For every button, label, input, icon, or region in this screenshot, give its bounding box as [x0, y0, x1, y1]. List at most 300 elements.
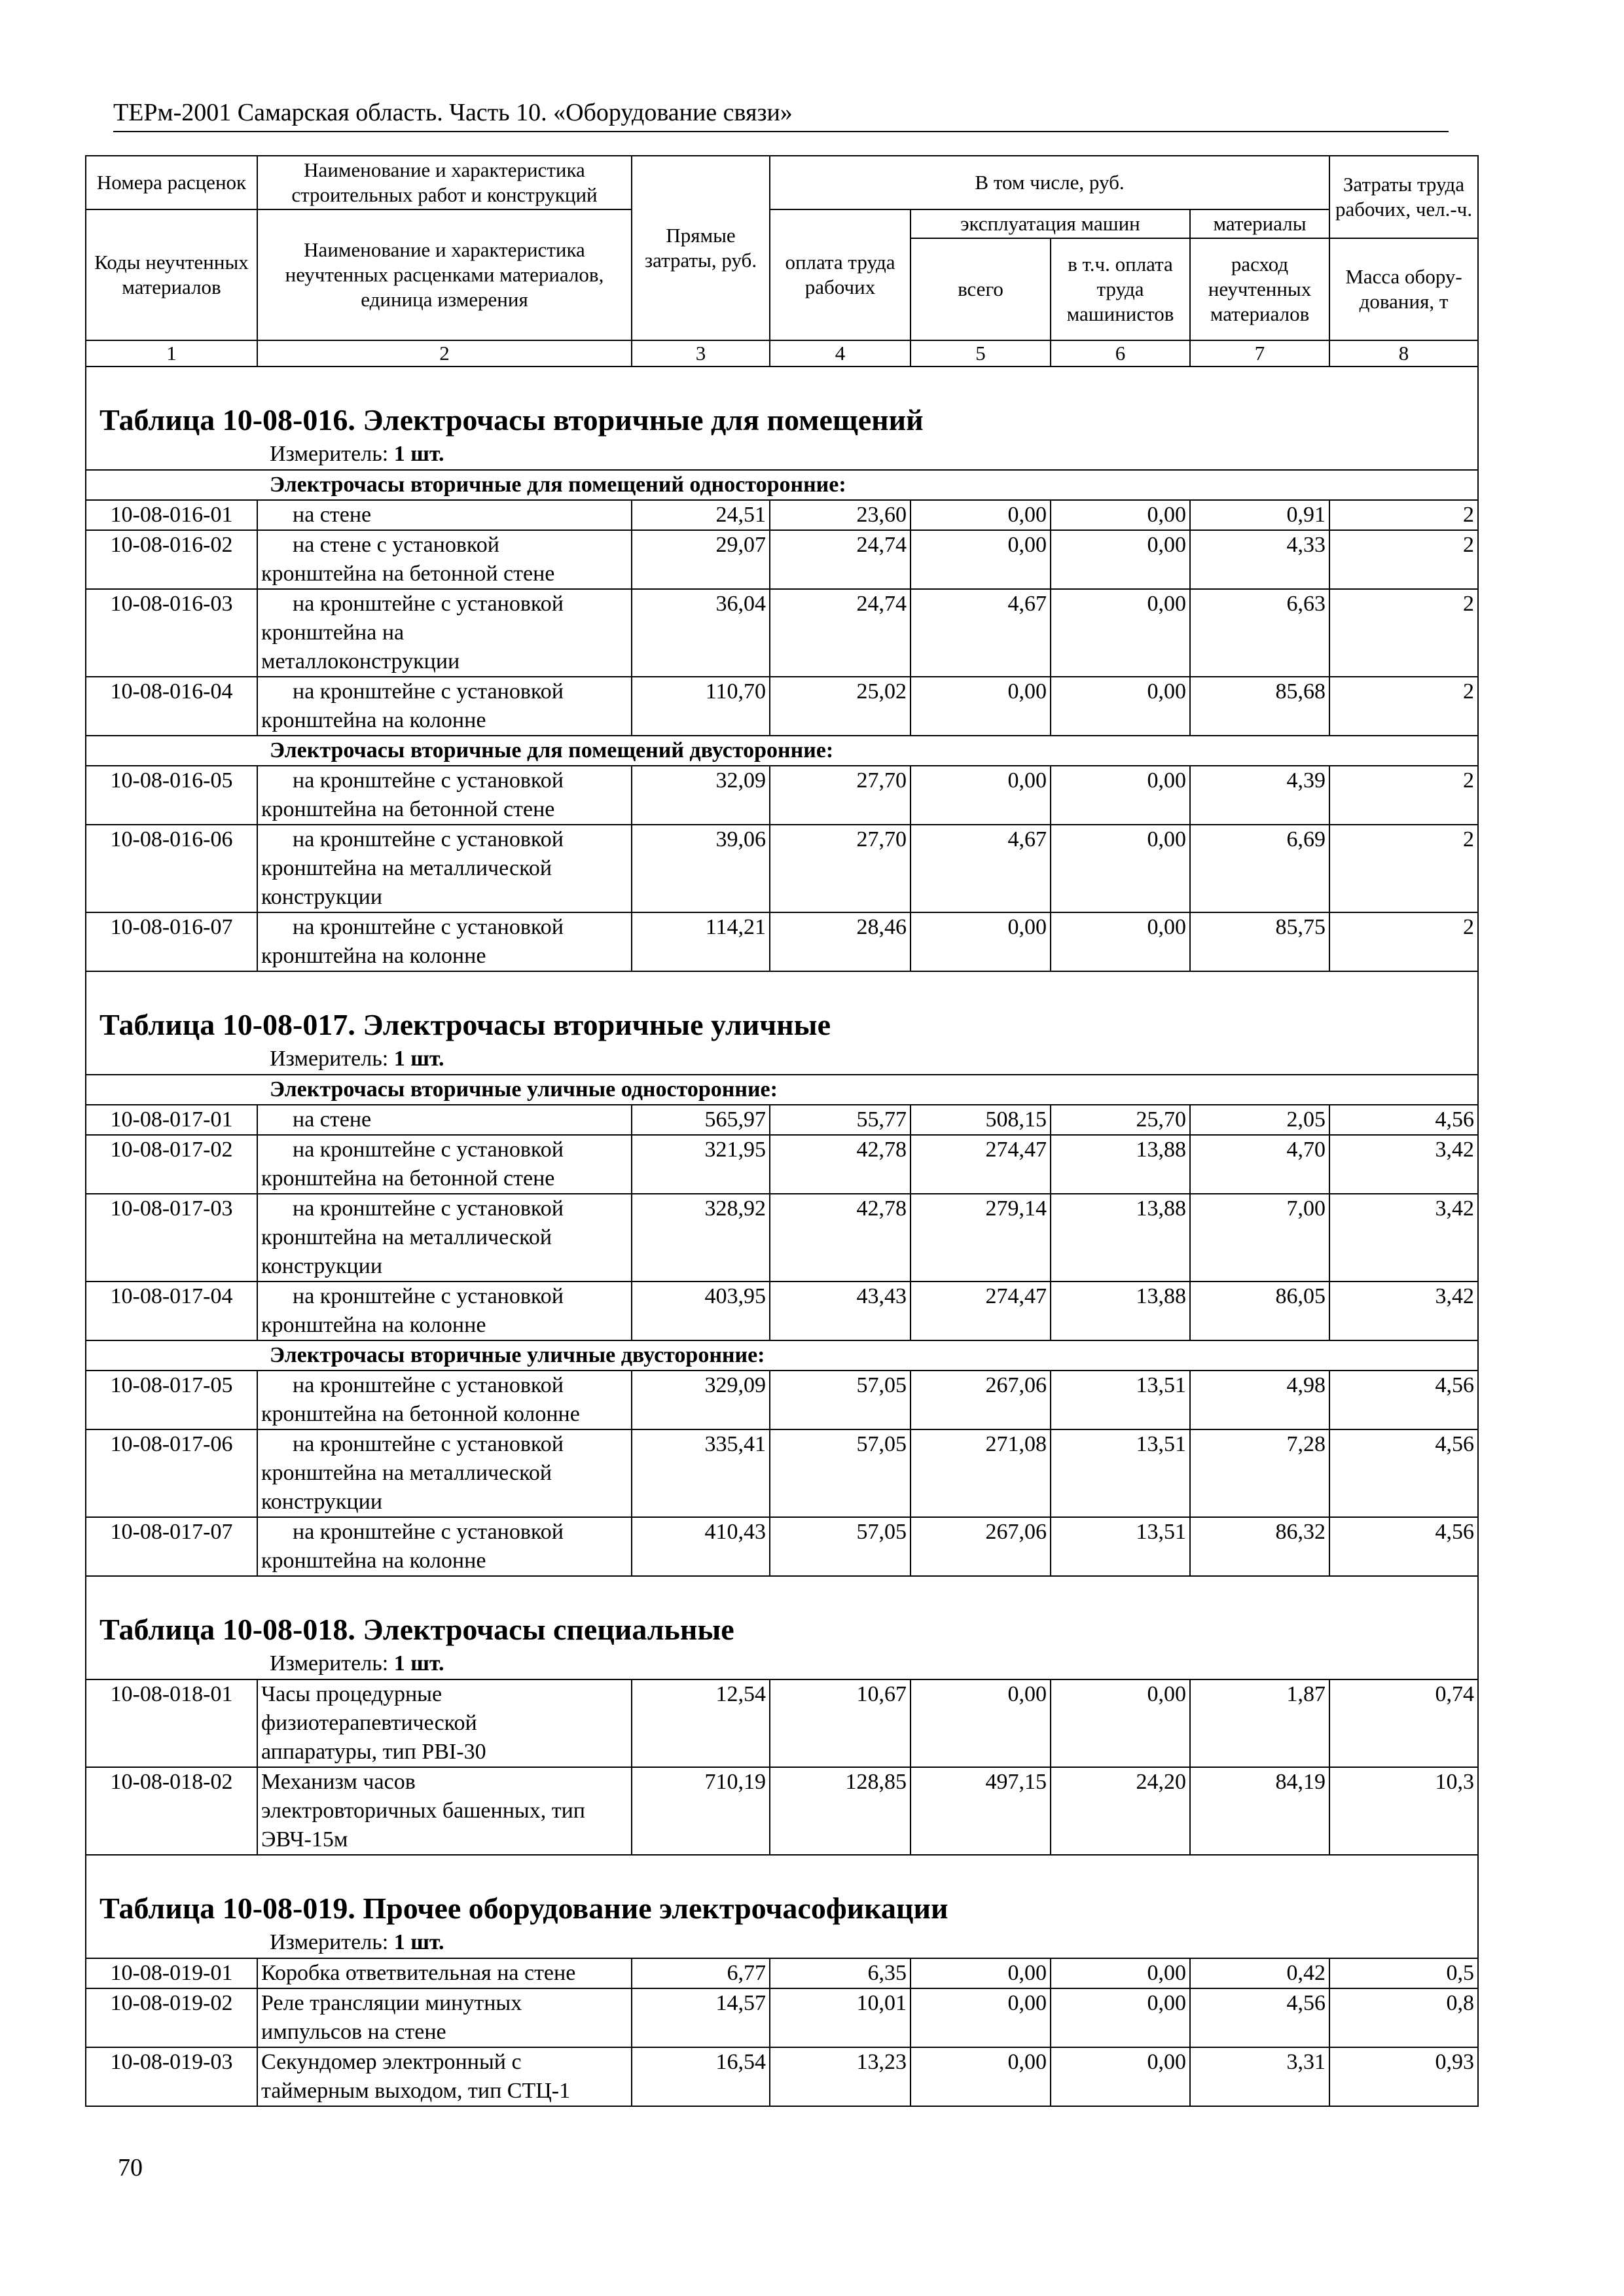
- value-c5: 0,00: [911, 1958, 1051, 1988]
- rate-name-line: [261, 590, 628, 619]
- table-title: Таблица 10-08-016. Электрочасы вторичные для помещений: [86, 367, 1478, 439]
- value-c7: 4,56: [1190, 1988, 1329, 2047]
- table-row: [86, 1194, 1478, 1282]
- value-c4: 55,77: [770, 1105, 911, 1135]
- rate-code: 10-08-017-03: [86, 1194, 257, 1282]
- measure-label: Измеритель:: [270, 442, 389, 466]
- value-c5: 0,00: [911, 530, 1051, 589]
- rate-name-text: Реле трансляции минутных: [261, 1991, 522, 2015]
- measure-cell: [86, 1649, 1478, 1679]
- machines-header: эксплуатация машин: [911, 209, 1190, 238]
- table-row: [86, 1371, 1478, 1429]
- value-c6: 13,51: [1051, 1429, 1190, 1517]
- value-c8: 2: [1329, 677, 1478, 736]
- value-c7: 6,69: [1190, 825, 1329, 912]
- value-c8: 4,56: [1329, 1517, 1478, 1576]
- rate-name-text: на кронштейне с установкой: [293, 679, 564, 704]
- rate-name-line: [261, 1252, 628, 1281]
- rate-code: 10-08-017-02: [86, 1135, 257, 1194]
- value-c6: 13,51: [1051, 1517, 1190, 1576]
- value-c6: 24,20: [1051, 1767, 1190, 1855]
- value-c4: 24,74: [770, 589, 911, 677]
- table-row: [86, 1135, 1478, 1194]
- value-c4: 27,70: [770, 825, 911, 912]
- table-row: [86, 825, 1478, 912]
- page-header: ТЕРм-2001 Самарская область. Часть 10. «Оборудование связи»: [113, 99, 793, 126]
- materials-header: материалы: [1190, 209, 1329, 238]
- value-c4: 28,46: [770, 912, 911, 971]
- rate-code: 10-08-017-07: [86, 1517, 257, 1576]
- rate-name: [257, 500, 632, 530]
- measure-label: Измеритель:: [270, 1047, 389, 1071]
- rate-code: 10-08-017-05: [86, 1371, 257, 1429]
- rate-name-line: [261, 619, 628, 647]
- value-c7: 4,33: [1190, 530, 1329, 589]
- value-c3: 335,41: [632, 1429, 770, 1517]
- value-c7: 0,91: [1190, 500, 1329, 530]
- value-c3: 565,97: [632, 1105, 770, 1135]
- measure-label: Измеритель:: [270, 1651, 389, 1676]
- value-c7: 7,28: [1190, 1429, 1329, 1517]
- rate-name-text: конструкции: [261, 1490, 383, 1514]
- value-c6: 0,00: [1051, 2047, 1190, 2106]
- value-c7: 3,31: [1190, 2047, 1329, 2106]
- group-title: Электрочасы вторичные для помещений односторонние:: [86, 470, 1478, 500]
- table-row: [86, 1517, 1478, 1576]
- value-c4: 10,01: [770, 1988, 911, 2047]
- rate-name-text: на кронштейне с установкой: [293, 1196, 564, 1221]
- rate-name-text: на кронштейне с установкой: [293, 592, 564, 616]
- value-c6: 13,88: [1051, 1194, 1190, 1282]
- value-c3: 114,21: [632, 912, 770, 971]
- table-row: [86, 1958, 1478, 1988]
- value-c5: 4,67: [911, 825, 1051, 912]
- value-c7: 85,68: [1190, 677, 1329, 736]
- rate-name-line: [261, 1547, 628, 1575]
- rate-name: [257, 1135, 632, 1194]
- rate-name-text: конструкции: [261, 885, 383, 909]
- rate-name-text: конструкции: [261, 1254, 383, 1278]
- rate-name-line: [261, 1989, 628, 2018]
- rate-name-text: на кронштейне с установкой: [293, 768, 564, 793]
- rate-name: [257, 1767, 632, 1855]
- table-title-row: [86, 1576, 1478, 1649]
- rate-name-text: Часы процедурные: [261, 1682, 442, 1706]
- value-c8: 2: [1329, 825, 1478, 912]
- value-c8: 0,5: [1329, 1958, 1478, 1988]
- table-row: [86, 1679, 1478, 1767]
- value-c3: 6,77: [632, 1958, 770, 1988]
- value-c4: 25,02: [770, 677, 911, 736]
- value-c8: 0,8: [1329, 1988, 1478, 2047]
- rate-name-text: кронштейна на колонне: [261, 1313, 486, 1337]
- value-c6: 0,00: [1051, 766, 1190, 825]
- rate-name-text: кронштейна на колонне: [261, 1549, 486, 1573]
- rate-name-text: кронштейна на: [261, 620, 405, 645]
- value-c5: 4,67: [911, 589, 1051, 677]
- rate-name: [257, 1988, 632, 2047]
- rate-name-line: [261, 883, 628, 912]
- table-title: Таблица 10-08-017. Электрочасы вторичные уличные: [86, 971, 1478, 1044]
- value-c6: 0,00: [1051, 530, 1190, 589]
- col-number: 5: [911, 340, 1051, 367]
- col4-header: оплата труда рабочих: [770, 209, 911, 340]
- table-title-row: [86, 971, 1478, 1044]
- page-number: 70: [118, 2154, 143, 2181]
- value-c6: 0,00: [1051, 825, 1190, 912]
- rate-code: 10-08-019-03: [86, 2047, 257, 2106]
- measure-row: [86, 1649, 1478, 1679]
- rate-name-line: [261, 1311, 628, 1340]
- rate-name-line: [261, 1518, 628, 1547]
- value-c6: 0,00: [1051, 500, 1190, 530]
- rate-name-line: [261, 560, 628, 588]
- rate-name-text: кронштейна на колонне: [261, 944, 486, 968]
- rate-name-line: [261, 1709, 628, 1738]
- rate-name-line: [261, 1105, 628, 1134]
- col1-top-header: Номера расценок: [86, 156, 257, 209]
- table-head: [86, 156, 1478, 367]
- rate-name-text: кронштейна на металлической: [261, 1461, 552, 1485]
- rate-name-line: [261, 531, 628, 560]
- value-c4: 24,74: [770, 530, 911, 589]
- value-c4: 43,43: [770, 1282, 911, 1340]
- value-c7: 1,87: [1190, 1679, 1329, 1767]
- value-c5: 0,00: [911, 677, 1051, 736]
- table-row: [86, 530, 1478, 589]
- value-c5: 274,47: [911, 1282, 1051, 1340]
- value-c5: 0,00: [911, 2047, 1051, 2106]
- rate-name-text: импульсов на стене: [261, 2020, 446, 2044]
- table-row: [86, 1429, 1478, 1517]
- rate-name-line: [261, 1959, 628, 1988]
- value-c3: 16,54: [632, 2047, 770, 2106]
- measure-cell: [86, 1928, 1478, 1958]
- value-c5: 274,47: [911, 1135, 1051, 1194]
- value-c8: 3,42: [1329, 1135, 1478, 1194]
- value-c5: 497,15: [911, 1767, 1051, 1855]
- group-title: Электрочасы вторичные уличные односторонние:: [86, 1075, 1478, 1105]
- col1-bottom-header: Коды неучтенных материалов: [86, 209, 257, 340]
- rate-code: 10-08-016-04: [86, 677, 257, 736]
- value-c3: 328,92: [632, 1194, 770, 1282]
- col5-header: всего: [911, 238, 1051, 340]
- in-total-header: В том числе, руб.: [770, 156, 1329, 209]
- rate-code: 10-08-019-02: [86, 1988, 257, 2047]
- measure-row: [86, 1928, 1478, 1958]
- value-c6: 13,51: [1051, 1371, 1190, 1429]
- value-c3: 329,09: [632, 1371, 770, 1429]
- rate-name: [257, 1105, 632, 1135]
- col2-top-header: Наименование и характеристика строительных работ и конструкций: [257, 156, 632, 209]
- value-c8: 4,56: [1329, 1105, 1478, 1135]
- rate-name-text: на кронштейне с установкой: [293, 915, 564, 939]
- rate-name-text: физиотерапевтической: [261, 1711, 477, 1735]
- table-body: [86, 367, 1478, 2106]
- rate-name-text: на кронштейне с установкой: [293, 1284, 564, 1308]
- value-c3: 32,09: [632, 766, 770, 825]
- value-c4: 42,78: [770, 1135, 911, 1194]
- rate-name: [257, 2047, 632, 2106]
- rate-code: 10-08-017-06: [86, 1429, 257, 1517]
- value-c6: 0,00: [1051, 1679, 1190, 1767]
- rate-code: 10-08-018-01: [86, 1679, 257, 1767]
- rate-code: 10-08-018-02: [86, 1767, 257, 1855]
- value-c3: 14,57: [632, 1988, 770, 2047]
- rate-name-text: на кронштейне с установкой: [293, 1373, 564, 1397]
- value-c7: 0,42: [1190, 1958, 1329, 1988]
- table-title: Таблица 10-08-019. Прочее оборудование электрочасофикации: [86, 1855, 1478, 1928]
- rate-name-line: [261, 942, 628, 971]
- col7-header: расход неучтенных материалов: [1190, 238, 1329, 340]
- measure-unit: 1 шт.: [393, 1047, 444, 1071]
- table-row: [86, 2047, 1478, 2106]
- value-c8: 2: [1329, 912, 1478, 971]
- rate-name-line: [261, 766, 628, 795]
- rate-name-text: кронштейна на бетонной стене: [261, 562, 555, 586]
- rate-name-text: Коробка ответвительная на стене: [261, 1961, 576, 1985]
- col-number: 6: [1051, 340, 1190, 367]
- table-row: [86, 589, 1478, 677]
- value-c6: 0,00: [1051, 1988, 1190, 2047]
- col-number: 3: [632, 340, 770, 367]
- table-row: [86, 1282, 1478, 1340]
- col6-header: в т.ч. оплата труда машинистов: [1051, 238, 1190, 340]
- col-number: 7: [1190, 340, 1329, 367]
- value-c3: 410,43: [632, 1517, 770, 1576]
- value-c5: 0,00: [911, 912, 1051, 971]
- rate-code: 10-08-016-01: [86, 500, 257, 530]
- rate-name-line: [261, 1223, 628, 1252]
- value-c7: 7,00: [1190, 1194, 1329, 1282]
- value-c8: 3,42: [1329, 1282, 1478, 1340]
- value-c3: 321,95: [632, 1135, 770, 1194]
- value-c8: 3,42: [1329, 1194, 1478, 1282]
- rate-name-text: кронштейна на металлической: [261, 856, 552, 880]
- rate-name: [257, 1517, 632, 1576]
- rate-code: 10-08-019-01: [86, 1958, 257, 1988]
- value-c6: 13,88: [1051, 1135, 1190, 1194]
- value-c8: 10,3: [1329, 1767, 1478, 1855]
- value-c5: 267,06: [911, 1517, 1051, 1576]
- measure-unit: 1 шт.: [393, 1651, 444, 1676]
- rate-name: [257, 766, 632, 825]
- table-title: Таблица 10-08-018. Электрочасы специальные: [86, 1576, 1478, 1649]
- table-row: [86, 1105, 1478, 1135]
- value-c3: 24,51: [632, 500, 770, 530]
- value-c4: 23,60: [770, 500, 911, 530]
- rate-name-line: [261, 1430, 628, 1459]
- col-number: 8: [1329, 340, 1478, 367]
- value-c4: 6,35: [770, 1958, 911, 1988]
- rate-name-line: [261, 1768, 628, 1797]
- rate-name-line: [261, 1797, 628, 1825]
- value-c4: 27,70: [770, 766, 911, 825]
- value-c7: 86,05: [1190, 1282, 1329, 1340]
- value-c7: 4,70: [1190, 1135, 1329, 1194]
- measure-row: [86, 1044, 1478, 1075]
- rate-name: [257, 1282, 632, 1340]
- value-c8: 2: [1329, 500, 1478, 530]
- rate-name-line: [261, 647, 628, 676]
- value-c3: 403,95: [632, 1282, 770, 1340]
- group-title: Электрочасы вторичные для помещений двусторонние:: [86, 736, 1478, 766]
- value-c7: 86,32: [1190, 1517, 1329, 1576]
- value-c4: 42,78: [770, 1194, 911, 1282]
- group-row: [86, 1340, 1478, 1371]
- value-c4: 57,05: [770, 1371, 911, 1429]
- value-c4: 128,85: [770, 1767, 911, 1855]
- rate-name-text: на стене с установкой: [293, 533, 499, 557]
- rate-code: 10-08-017-04: [86, 1282, 257, 1340]
- rate-name: [257, 589, 632, 677]
- value-c7: 2,05: [1190, 1105, 1329, 1135]
- rate-code: 10-08-016-02: [86, 530, 257, 589]
- rate-name: [257, 1371, 632, 1429]
- rate-name-text: на кронштейне с установкой: [293, 1520, 564, 1544]
- rate-code: 10-08-017-01: [86, 1105, 257, 1135]
- value-c8: 0,74: [1329, 1679, 1478, 1767]
- group-row: [86, 1075, 1478, 1105]
- col3-header: Прямые затраты, руб.: [632, 156, 770, 340]
- rate-name: [257, 530, 632, 589]
- value-c4: 13,23: [770, 2047, 911, 2106]
- col8-top-header: Затраты труда рабочих, чел.-ч.: [1329, 156, 1478, 238]
- rate-code: 10-08-016-03: [86, 589, 257, 677]
- value-c8: 4,56: [1329, 1429, 1478, 1517]
- rate-name-text: Секундомер электронный с: [261, 2050, 522, 2074]
- table-row: [86, 500, 1478, 530]
- col-number: 2: [257, 340, 632, 367]
- rate-name: [257, 1958, 632, 1988]
- table-row: [86, 912, 1478, 971]
- rate-name-line: [261, 1371, 628, 1400]
- rate-name-text: на кронштейне с установкой: [293, 827, 564, 852]
- table-row: [86, 766, 1478, 825]
- value-c5: 0,00: [911, 500, 1051, 530]
- value-c3: 29,07: [632, 530, 770, 589]
- rate-name-text: кронштейна на бетонной стене: [261, 1166, 555, 1191]
- rate-name: [257, 1429, 632, 1517]
- rate-name-line: [261, 1282, 628, 1311]
- rate-name-text: на кронштейне с установкой: [293, 1138, 564, 1162]
- value-c8: 0,93: [1329, 2047, 1478, 2106]
- value-c8: 4,56: [1329, 1371, 1478, 1429]
- table-title-row: [86, 367, 1478, 439]
- col8-bottom-header: Масса обору-дования, т: [1329, 238, 1478, 340]
- rate-name-line: [261, 2048, 628, 2077]
- rate-name-line: [261, 706, 628, 735]
- measure-label: Измеритель:: [270, 1930, 389, 1954]
- rate-name-text: на кронштейне с установкой: [293, 1432, 564, 1456]
- value-c4: 57,05: [770, 1517, 911, 1576]
- rate-name: [257, 1194, 632, 1282]
- value-c5: 0,00: [911, 1679, 1051, 1767]
- rate-name-line: [261, 2077, 628, 2106]
- rate-name-line: [261, 2018, 628, 2047]
- value-c7: 84,19: [1190, 1767, 1329, 1855]
- rate-name: [257, 677, 632, 736]
- rate-code: 10-08-016-05: [86, 766, 257, 825]
- rate-name-text: кронштейна на металлической: [261, 1225, 552, 1249]
- rate-name-line: [261, 1488, 628, 1516]
- col2-bottom-header: Наименование и характеристика неучтенных расценками материалов, единица измерения: [257, 209, 632, 340]
- value-c5: 271,08: [911, 1429, 1051, 1517]
- table-row: [86, 1767, 1478, 1855]
- rates-table: [85, 155, 1479, 2107]
- rate-name-text: таймерным выходом, тип СТЦ-1: [261, 2079, 571, 2103]
- group-title: Электрочасы вторичные уличные двусторонние:: [86, 1340, 1478, 1371]
- value-c3: 39,06: [632, 825, 770, 912]
- table-row: [86, 1988, 1478, 2047]
- rate-name-text: аппаратуры, тип PBI-30: [261, 1740, 486, 1764]
- rate-name-line: [261, 677, 628, 706]
- value-c6: 0,00: [1051, 912, 1190, 971]
- value-c5: 0,00: [911, 1988, 1051, 2047]
- rate-name: [257, 912, 632, 971]
- value-c6: 13,88: [1051, 1282, 1190, 1340]
- group-row: [86, 736, 1478, 766]
- header-rule: [113, 131, 1449, 132]
- value-c4: 10,67: [770, 1679, 911, 1767]
- rate-name-text: кронштейна на колонне: [261, 708, 486, 732]
- value-c7: 4,98: [1190, 1371, 1329, 1429]
- value-c5: 0,00: [911, 766, 1051, 825]
- value-c7: 4,39: [1190, 766, 1329, 825]
- rate-name-text: электровторичных башенных, тип: [261, 1799, 585, 1823]
- measure-cell: [86, 1044, 1478, 1075]
- table-title-row: [86, 1855, 1478, 1928]
- col-number: 1: [86, 340, 257, 367]
- rate-name-line: [261, 1459, 628, 1488]
- rate-name-line: [261, 795, 628, 824]
- rate-name-line: [261, 854, 628, 883]
- value-c5: 508,15: [911, 1105, 1051, 1135]
- value-c6: 0,00: [1051, 677, 1190, 736]
- rate-name-line: [261, 1164, 628, 1193]
- value-c6: 25,70: [1051, 1105, 1190, 1135]
- rate-name-line: [261, 1194, 628, 1223]
- rate-name-text: на стене: [293, 1107, 372, 1132]
- rate-name-text: Механизм часов: [261, 1770, 416, 1794]
- rate-name-text: на стене: [293, 503, 372, 527]
- rate-name-text: кронштейна на бетонной стене: [261, 797, 555, 821]
- rate-name-line: [261, 1400, 628, 1429]
- rate-code: 10-08-016-07: [86, 912, 257, 971]
- rate-name-line: [261, 1738, 628, 1767]
- rate-name-text: кронштейна на бетонной колонне: [261, 1402, 580, 1426]
- value-c8: 2: [1329, 530, 1478, 589]
- value-c3: 36,04: [632, 589, 770, 677]
- rate-code: 10-08-016-06: [86, 825, 257, 912]
- rate-name-line: [261, 1825, 628, 1854]
- value-c6: 0,00: [1051, 589, 1190, 677]
- measure-unit: 1 шт.: [393, 442, 444, 466]
- value-c5: 267,06: [911, 1371, 1051, 1429]
- value-c3: 110,70: [632, 677, 770, 736]
- measure-cell: [86, 439, 1478, 470]
- col-number: 4: [770, 340, 911, 367]
- rate-name-text: металлоконструкции: [261, 649, 460, 673]
- value-c8: 2: [1329, 766, 1478, 825]
- value-c7: 6,63: [1190, 589, 1329, 677]
- rate-name-text: ЭВЧ-15м: [261, 1827, 348, 1852]
- rate-name-line: [261, 825, 628, 854]
- rate-name-line: [261, 1680, 628, 1709]
- measure-row: [86, 439, 1478, 470]
- rate-name: [257, 1679, 632, 1767]
- measure-unit: 1 шт.: [393, 1930, 444, 1954]
